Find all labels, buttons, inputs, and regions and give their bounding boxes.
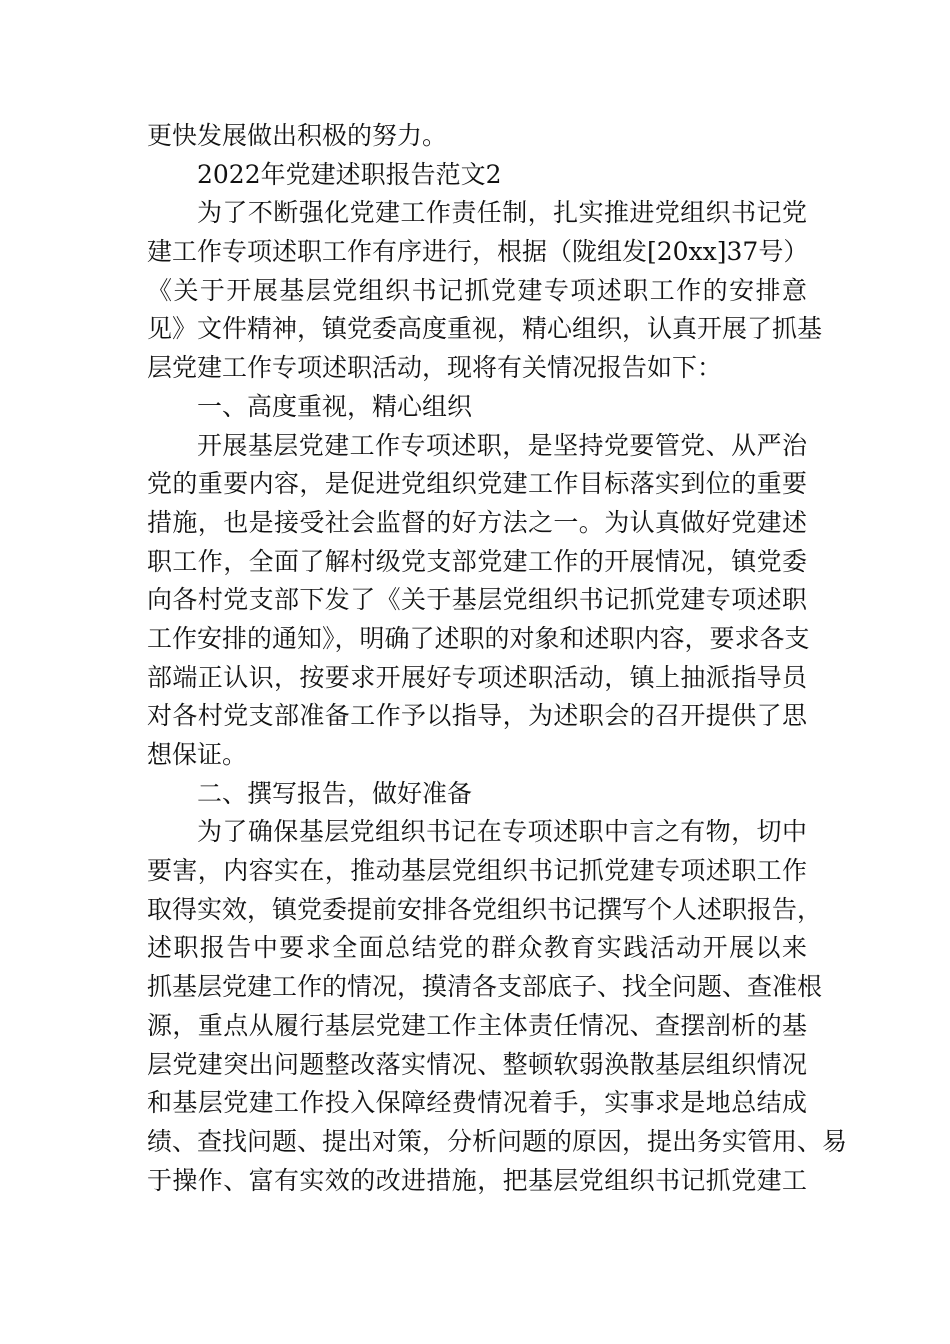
text-line: 更快发展做出积极的努力。 [147,121,448,150]
text-line: 见》文件精神，镇党委高度重视，精心组织，认真开展了抓基 [147,314,823,344]
text-line: 绩、查找问题、提出对策，分析问题的原因，提出务实管用、易 [147,1126,848,1156]
text-line: 职工作，全面了解村级党支部党建工作的开展情况，镇党委 [147,546,807,576]
text-line: 想保证。 [147,740,248,769]
text-line: 取得实效，镇党委提前安排各党组织书记撰写个人述职报告， [147,894,823,924]
text-line: 二、撰写报告，做好准备 [197,778,473,808]
text-line: 层党建突出问题整改落实情况、整顿软弱涣散基层组织情况 [147,1049,807,1079]
text-line: 为了确保基层党组织书记在专项述职中言之有物，切中 [197,817,807,847]
text-line: 部端正认识，按要求开展好专项述职活动，镇上抽派指导员 [147,662,807,692]
text-line: 于操作、富有实效的改进措施，把基层党组织书记抓党建工 [147,1165,807,1195]
text-line: 党的重要内容，是促进党组织党建工作目标落实到位的重要 [147,469,807,499]
text-line: 开展基层党建工作专项述职，是坚持党要管党、从严治 [197,430,807,460]
text-line: 《关于开展基层党组织书记抓党建专项述职工作的安排意 [147,275,807,305]
text-line: 抓基层党建工作的情况，摸清各支部底子、找全问题、查准根 [147,972,823,1002]
text-line: 工作安排的通知》，明确了述职的对象和述职内容，要求各支 [147,623,810,653]
text-line: 源，重点从履行基层党建工作主体责任情况、查摆剖析的基 [147,1010,807,1040]
text-line: 2022年党建述职报告范文2 [197,159,502,189]
text-line: 和基层党建工作投入保障经费情况着手，实事求是地总结成 [147,1088,807,1118]
text-line: 要害，内容实在，推动基层党组织书记抓党建专项述职工作 [147,856,807,886]
text-line: 层党建工作专项述职活动，现将有关情况报告如下： [147,353,723,383]
text-line: 为了不断强化党建工作责任制，扎实推进党组织书记党 [197,198,807,228]
text-line: 对各村党支部准备工作予以指导，为述职会的召开提供了思 [147,701,807,731]
text-line: 措施，也是接受社会监督的好方法之一。为认真做好党建述 [147,507,807,537]
text-line: 述职报告中要求全面总结党的群众教育实践活动开展以来 [147,933,807,963]
text-line: 向各村党支部下发了《关于基层党组织书记抓党建专项述职 [147,585,807,615]
text-line: 一、高度重视，精心组织 [197,391,473,421]
document-body [147,117,848,1200]
text-line: 建工作专项述职工作有序进行，根据（陇组发[20xx]37号） [147,237,809,267]
